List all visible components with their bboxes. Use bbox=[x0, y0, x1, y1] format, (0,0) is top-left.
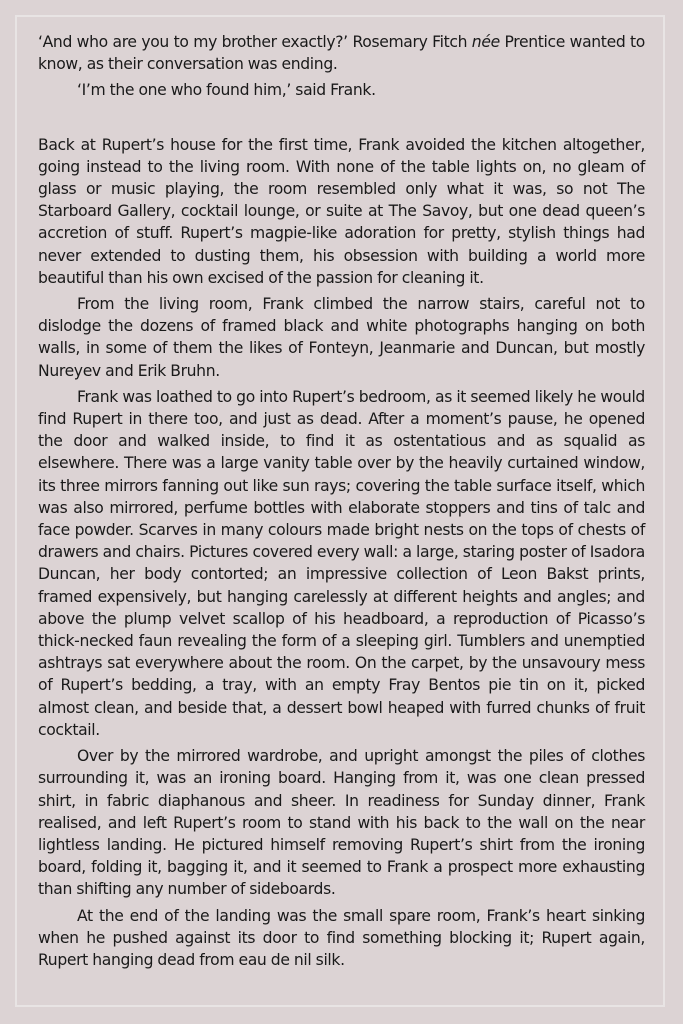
dialogue-paragraph: ‘I’m the one who found him,’ said Frank. bbox=[77, 81, 376, 100]
paragraph-wardrobe: Over by the mirrored wardrobe, and upright amongst the piles of clothes surrounding it, was an ironing board. Hanging from it, was one clean pressed shirt, in fabric diaphanous and sheer. In readiness for Sunday dinner, Frank realised, and left Rupert’s room to stand with his back to the wall on the near lightless landing. He pictured himself removing Rupert’s shirt from the ironing board, folding it, bagging it, and it seemed to Frank a prospect more exhausting than shifting any number of sideboards. bbox=[38, 747, 645, 899]
paragraph-bedroom: Frank was loathed to go into Rupert’s bedroom, as it seemed likely he would find Rupert in there too, and just as dead. After a moment’s pause, he opened the door and walked inside, to find it as ostentatious and as squalid as elsewhere. There was a large vanity table over by the heavily curtained window, its three mirrors fanning out like sun rays; covering the table surface itself, which was also mirrored, perfume bottles with elaborate stoppers and tins of talc and face powder. Scarves in many colours made bright nests on the tops of chests of drawers and chairs. Pictures covered every wall: a large, staring poster of Isadora Duncan, her body contorted; an impressive collection of Leon Bakst prints, framed expensively, but hanging carelessly at different heights and angles; and above the plump velvet scallop of his headboard, a reproduction of Picasso’s thick-necked faun revealing the form of a sleeping girl. Tumblers and unemptied ashtrays sat everywhere about the room. On the carpet, by the unsavoury mess of Rupert’s bedding, a tray, with an empty Fray Bentos pie tin on it, picked almost clean, and beside that, a dessert bowl heaped with furred chunks of fruit cocktail. bbox=[38, 387, 645, 739]
paragraph-living-room: Back at Rupert’s house for the first time, Frank avoided the kitchen altogether, going instead to the living room. With none of the table lights on, no gleam of glass or music playing, the room resembled only what it was, so not The Starboard Gallery, cocktail lounge, or suite at The Savoy, but one dead queen’s accretion of stuff. Rupert’s magpie-like adoration for pretty, stylish things had never extended to dusting them, his obsession with building a world more beautiful than his own excised of the passion for cleaning it. bbox=[38, 135, 645, 287]
opening-text-before: ‘And who are you to my brother exactly?’ Rosemary Fitch bbox=[38, 33, 472, 51]
paragraph-spare-room: At the end of the landing was the small spare room, Frank’s heart sinking when he pushed against its door to find something blocking it; Rupert again, Rupert hanging dead from eau de nil silk. bbox=[38, 906, 645, 969]
opening-text-after: Prentice wanted to know, as their conversation was ending. bbox=[38, 33, 645, 74]
italic-nee: née bbox=[471, 33, 500, 51]
paragraph-stairs: From the living room, Frank climbed the narrow stairs, careful not to dislodge the dozens of framed black and white photographs hanging on both walls, in some of them the likes of Fonteyn, Jeanmarie and Duncan, but mostly Nureyev and Erik Bruhn. bbox=[38, 295, 645, 380]
opening-paragraph bbox=[38, 31, 645, 75]
document-body bbox=[38, 31, 645, 971]
